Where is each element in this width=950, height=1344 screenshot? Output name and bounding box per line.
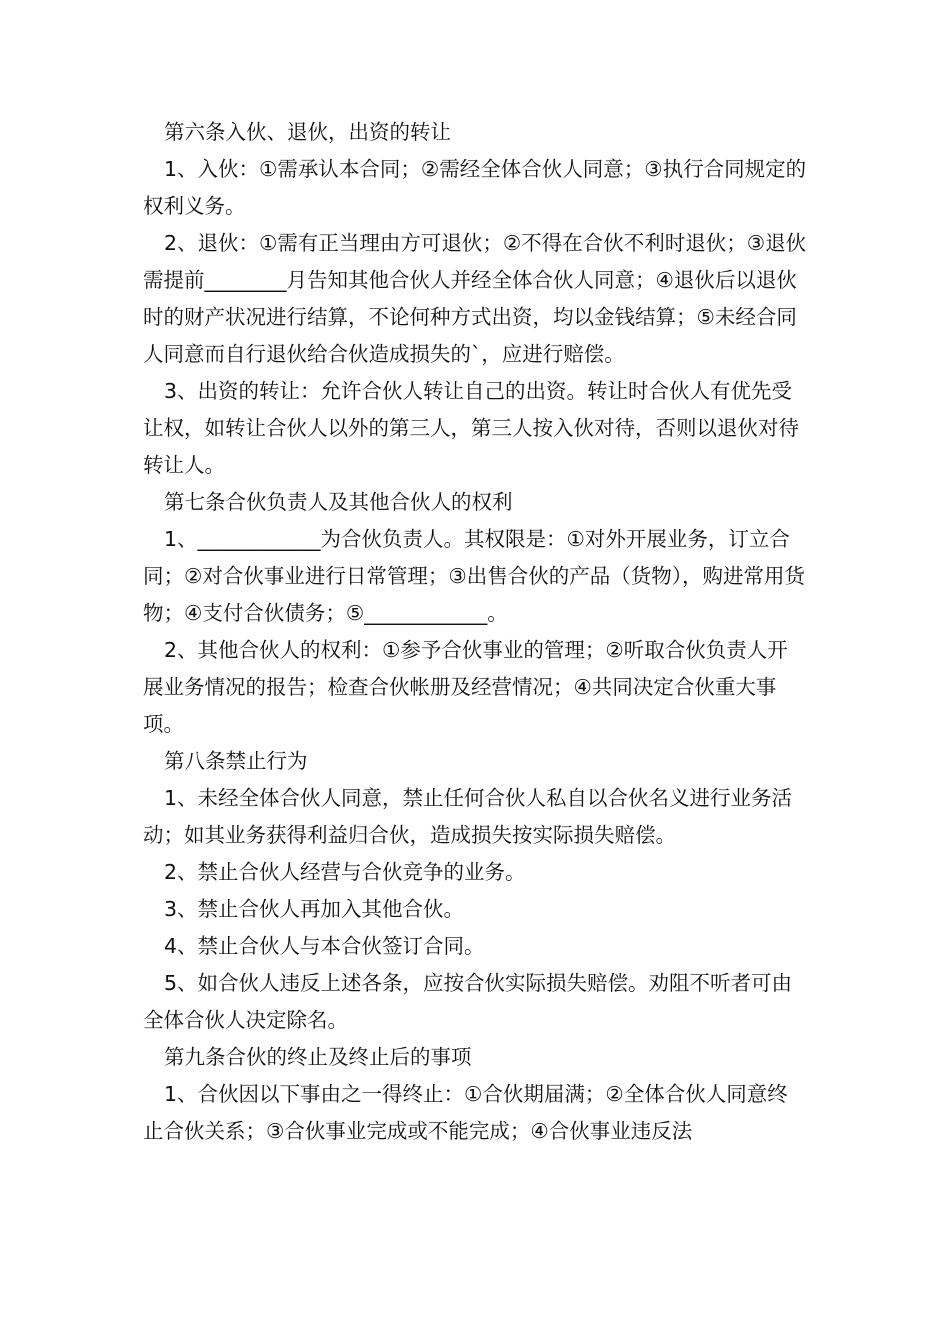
paragraph-termination: 1、合伙因以下事由之一得终止：①合伙期届满；②全体合伙人同意终止合伙关系；③合伙事业完成或不能完成；④合伙事业违反法 <box>143 1082 788 1143</box>
paragraph-other-partner-rights: 2、其他合伙人的权利：①参予合伙事业的管理；②听取合伙负责人开展业务情况的报告；检查合伙帐册及经营情况；④共同决定合伙重大事项。 <box>143 638 788 736</box>
heading-article-9: 第九条合伙的终止及终止后的事项 <box>164 1045 472 1069</box>
paragraph-capital-transfer: 3、出资的转让：允许合伙人转让自己的出资。转让时合伙人有优先受让权，如转让合伙人以外的第三人，第三人按入伙对待，否则以退伙对待转让人。 <box>143 379 799 477</box>
paragraph-prohibition-2: 2、禁止合伙人经营与合伙竞争的业务。 <box>164 860 526 884</box>
heading-article-8: 第八条禁止行为 <box>164 749 308 773</box>
paragraph-prohibition-5: 5、如合伙人违反上述各条，应按合伙实际损失赔偿。劝阻不听者可由全体合伙人决定除名。 <box>143 971 793 1032</box>
paragraph-prohibition-3: 3、禁止合伙人再加入其他合伙。 <box>164 897 465 921</box>
paragraph-prohibition-4: 4、禁止合伙人与本合伙签订合同。 <box>164 934 485 958</box>
paragraph-admission: 1、入伙：①需承认本合同；②需经全体合伙人同意；③执行合同规定的权利义务。 <box>143 157 807 218</box>
heading-article-6: 第六条入伙、退伙，出资的转让 <box>164 120 451 144</box>
document-page <box>143 114 808 1150</box>
heading-article-7: 第七条合伙负责人及其他合伙人的权利 <box>164 490 513 514</box>
paragraph-withdrawal: 2、退伙：①需有正当理由方可退伙；②不得在合伙不利时退伙；③退伙需提前________月告知其他合伙人并经全体合伙人同意；④退伙后以退伙时的财产状况进行结算，不论何种方式出资，均以金钱结算；⑤未经合同人同意而自行退伙给合伙造成损失的`，应进行赔偿。 <box>143 231 807 366</box>
paragraph-prohibition-1: 1、未经全体合伙人同意，禁止任何合伙人私自以合伙名义进行业务活动；如其业务获得利益归合伙，造成损失按实际损失赔偿。 <box>143 786 793 847</box>
paragraph-managing-partner: 1、____________为合伙负责人。其权限是：①对外开展业务，订立合同；②对合伙事业进行日常管理；③出售合伙的产品（货物），购进常用货物；④支付合伙债务；⑤____________。 <box>143 527 806 625</box>
